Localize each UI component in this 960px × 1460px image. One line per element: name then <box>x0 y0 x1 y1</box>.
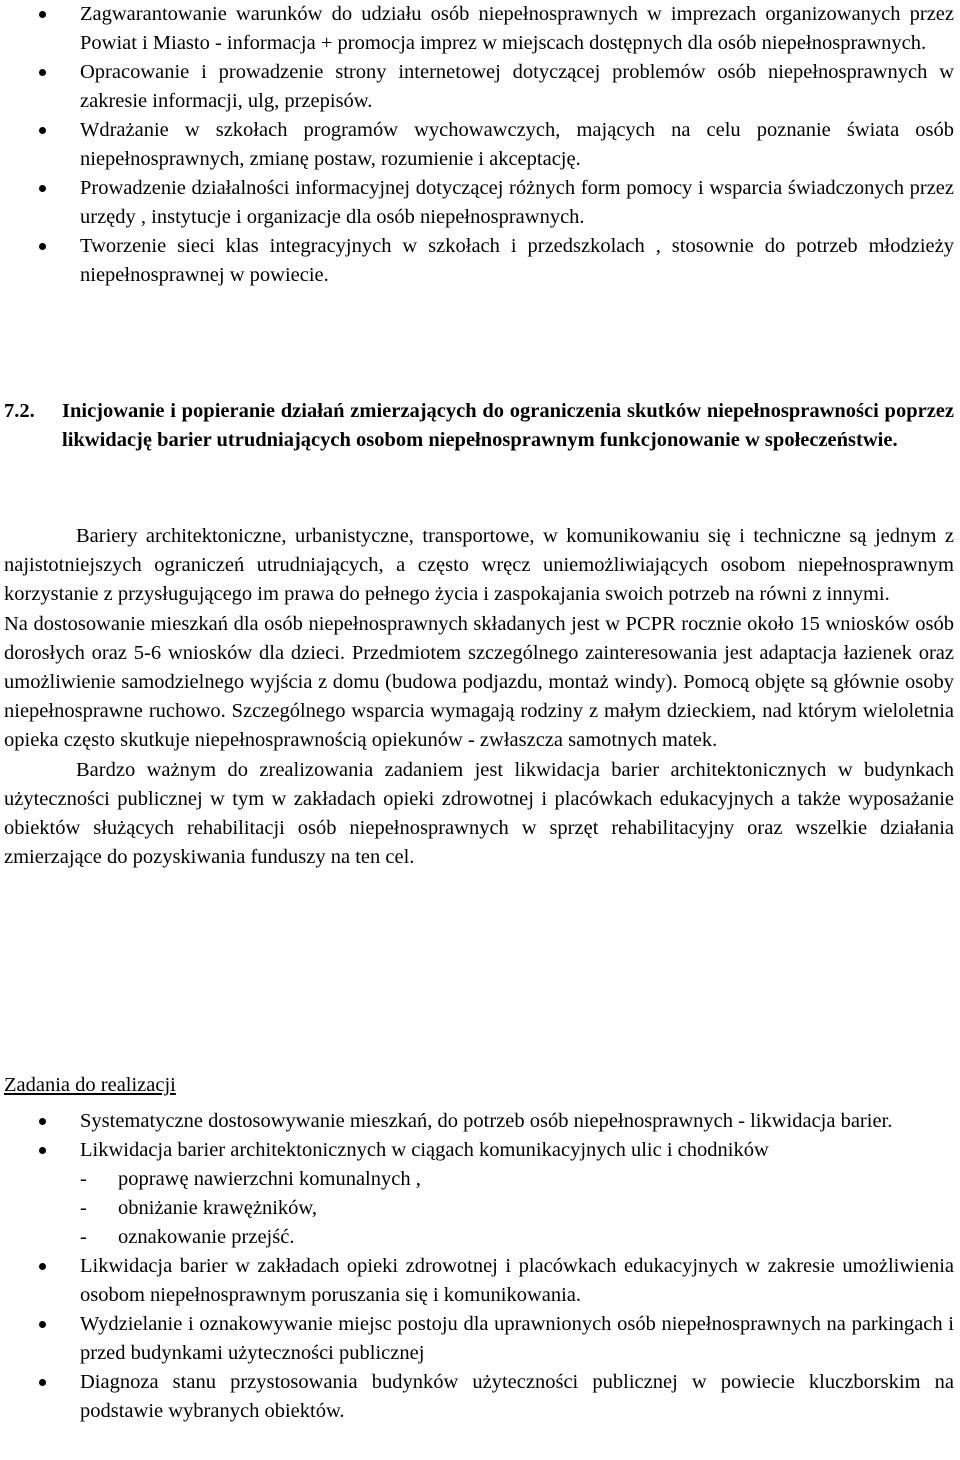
dash-marker: - <box>80 1226 87 1248</box>
task-item <box>0 1136 960 1252</box>
task-item-text: Likwidacja barier architektonicznych w ciągach komunikacyjnych ulic i chodników <box>80 1139 769 1161</box>
bullet-item: Opracowanie i prowadzenie strony internetowej dotyczącej problemów osób niepełnosprawnych w zakresie informacji, ulg, przepisów. <box>0 58 960 116</box>
tasks-list <box>0 1107 960 1426</box>
bullet-item: Prowadzenie działalności informacyjnej dotyczącej różnych form pomocy i wsparcia świadczonych przez urzędy , instytucje i organizacje dla osób niepełnosprawnych. <box>0 174 960 232</box>
sub-item-text: obniżanie krawężników, <box>118 1197 318 1219</box>
paragraph: Na dostosowanie mieszkań dla osób niepełnosprawnych składanych jest w PCPR rocznie około 15 wniosków osób dorosłych oraz 5-6 wniosków dla dzieci. Przedmiotem szczególnego zainteresowania jest adaptacja łazienek oraz umożliwienie samodzielnego wyjścia z domu (budowa podjazdu, montaż windy). Pomocą objęte są głównie osoby niepełnosprawne ruchowo. Szczególnego wsparcia wymagają rodziny z małym dzieckiem, nad którym wieloletnia opieka często skutkuje niepełnosprawnością opiekunów - zwłaszcza samotnych matek. <box>4 612 954 752</box>
paragraph: Bardzo ważnym do zrealizowania zadaniem jest likwidacja barier architektonicznych w budynkach użyteczności publicznej w tym w zakładach opieki zdrowotnej i placówkach edukacyjnych a także wyposażanie obiektów służących rehabilitacji osób niepełnosprawnych w sprzęt rehabilitacyjny oraz wszelkie działania zmierzające do pozyskiwania funduszy na ten cel. <box>4 758 954 869</box>
body-text <box>4 522 954 872</box>
section-heading <box>4 397 954 455</box>
sub-item-text: oznakowanie przejść. <box>118 1226 295 1248</box>
paragraph: Bariery architektoniczne, urbanistyczne, transportowe, w komunikowaniu się i techniczne są jednym z najistotniejszych ograniczeń utrudniających, a często wręcz uniemożliwiających osobom niepełnosprawnym korzystanie z przysługującego im prawa do pełnego życia i zaspokajania swoich potrzeb na równi z innymi. <box>4 525 954 606</box>
sub-item <box>80 1194 954 1223</box>
dash-marker: - <box>80 1197 87 1219</box>
dash-marker: - <box>80 1168 87 1190</box>
bullet-item: Wdrażanie w szkołach programów wychowawczych, mających na celu poznanie świata osób niepełnosprawnych, zmianę postaw, rozumienie i akceptację. <box>0 116 960 174</box>
task-item: Wydzielanie i oznakowywanie miejsc postoju dla uprawnionych osób niepełnosprawnych na parkingach i przed budynkami użyteczności publicznej <box>0 1310 960 1368</box>
section-number: 7.2. <box>4 400 35 422</box>
tasks-heading: Zadania do realizacji <box>4 1074 176 1096</box>
task-item: Likwidacja barier w zakładach opieki zdrowotnej i placówkach edukacyjnych w zakresie umożliwienia osobom niepełnosprawnym poruszania się i komunikowania. <box>0 1252 960 1310</box>
top-bullet-list <box>0 0 960 290</box>
sub-item <box>80 1165 954 1194</box>
section-title: Inicjowanie i popieranie działań zmierzających do ograniczenia skutków niepełnosprawności poprzez likwidację barier utrudniających osobom niepełnosprawnym funkcjonowanie w społeczeństwie. <box>62 400 954 451</box>
sub-item-text: poprawę nawierzchni komunalnych , <box>118 1168 421 1190</box>
task-item: Systematyczne dostosowywanie mieszkań, do potrzeb osób niepełnosprawnych - likwidacja barier. <box>0 1107 960 1136</box>
task-item: Diagnoza stanu przystosowania budynków użyteczności publicznej w powiecie kluczborskim na podstawie wybranych obiektów. <box>0 1368 960 1426</box>
bullet-item: Tworzenie sieci klas integracyjnych w szkołach i przedszkolach , stosownie do potrzeb młodzieży niepełnosprawnej w powiecie. <box>0 232 960 290</box>
bullet-item: Zagwarantowanie warunków do udziału osób niepełnosprawnych w imprezach organizowanych przez Powiat i Miasto - informacja + promocja imprez w miejscach dostępnych dla osób niepełnosprawnych. <box>0 0 960 58</box>
sub-item <box>80 1223 954 1252</box>
